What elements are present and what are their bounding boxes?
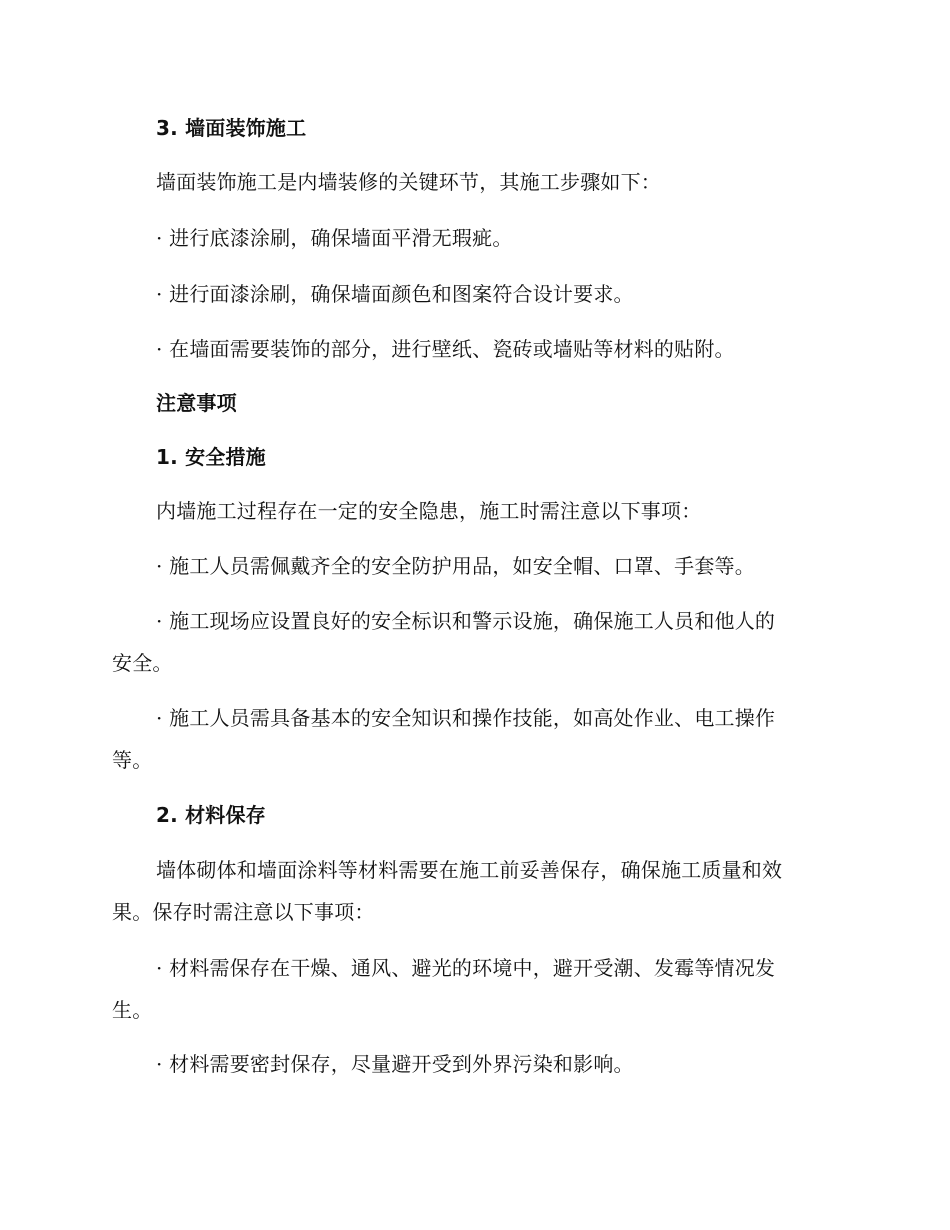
paragraph-intro: 内墙施工过程存在一定的安全隐患，施工时需注意以下事项： [156,499,702,523]
subsection-heading-safety: 1. 安全措施 [156,445,266,469]
section-heading-wall-decoration: 3. 墙面装饰施工 [156,116,307,140]
bullet-item: · 进行面漆涂刷，确保墙面颜色和图案符合设计要求。 [156,282,634,306]
bullet-item-continuation: 安全。 [112,651,173,675]
bullet-item-continuation: 生。 [112,998,153,1022]
bullet-item: · 材料需保存在干燥、通风、避光的环境中，避开受潮、发霉等情况发 [156,956,776,980]
section-heading-notes: 注意事项 [156,391,237,415]
bullet-item: · 施工人员需佩戴齐全的安全防护用品，如安全帽、口罩、手套等。 [156,554,755,578]
paragraph-intro: 墙体砌体和墙面涂料等材料需要在施工前妥善保存，确保施工质量和效 [156,858,783,882]
paragraph-intro: 墙面装饰施工是内墙装修的关键环节，其施工步骤如下： [156,170,661,194]
bullet-item: · 材料需要密封保存，尽量避开受到外界污染和影响。 [156,1052,634,1076]
paragraph-continuation: 果。保存时需注意以下事项： [112,900,375,924]
bullet-item: · 施工现场应设置良好的安全标识和警示设施，确保施工人员和他人的 [156,609,776,633]
bullet-item-continuation: 等。 [112,748,153,772]
subsection-heading-storage: 2. 材料保存 [156,803,266,827]
bullet-item: · 进行底漆涂刷，确保墙面平滑无瑕疵。 [156,226,513,250]
bullet-item: · 施工人员需具备基本的安全知识和操作技能，如高处作业、电工操作 [156,706,776,730]
bullet-item: · 在墙面需要装饰的部分，进行壁纸、瓷砖或墙贴等材料的贴附。 [156,337,735,361]
